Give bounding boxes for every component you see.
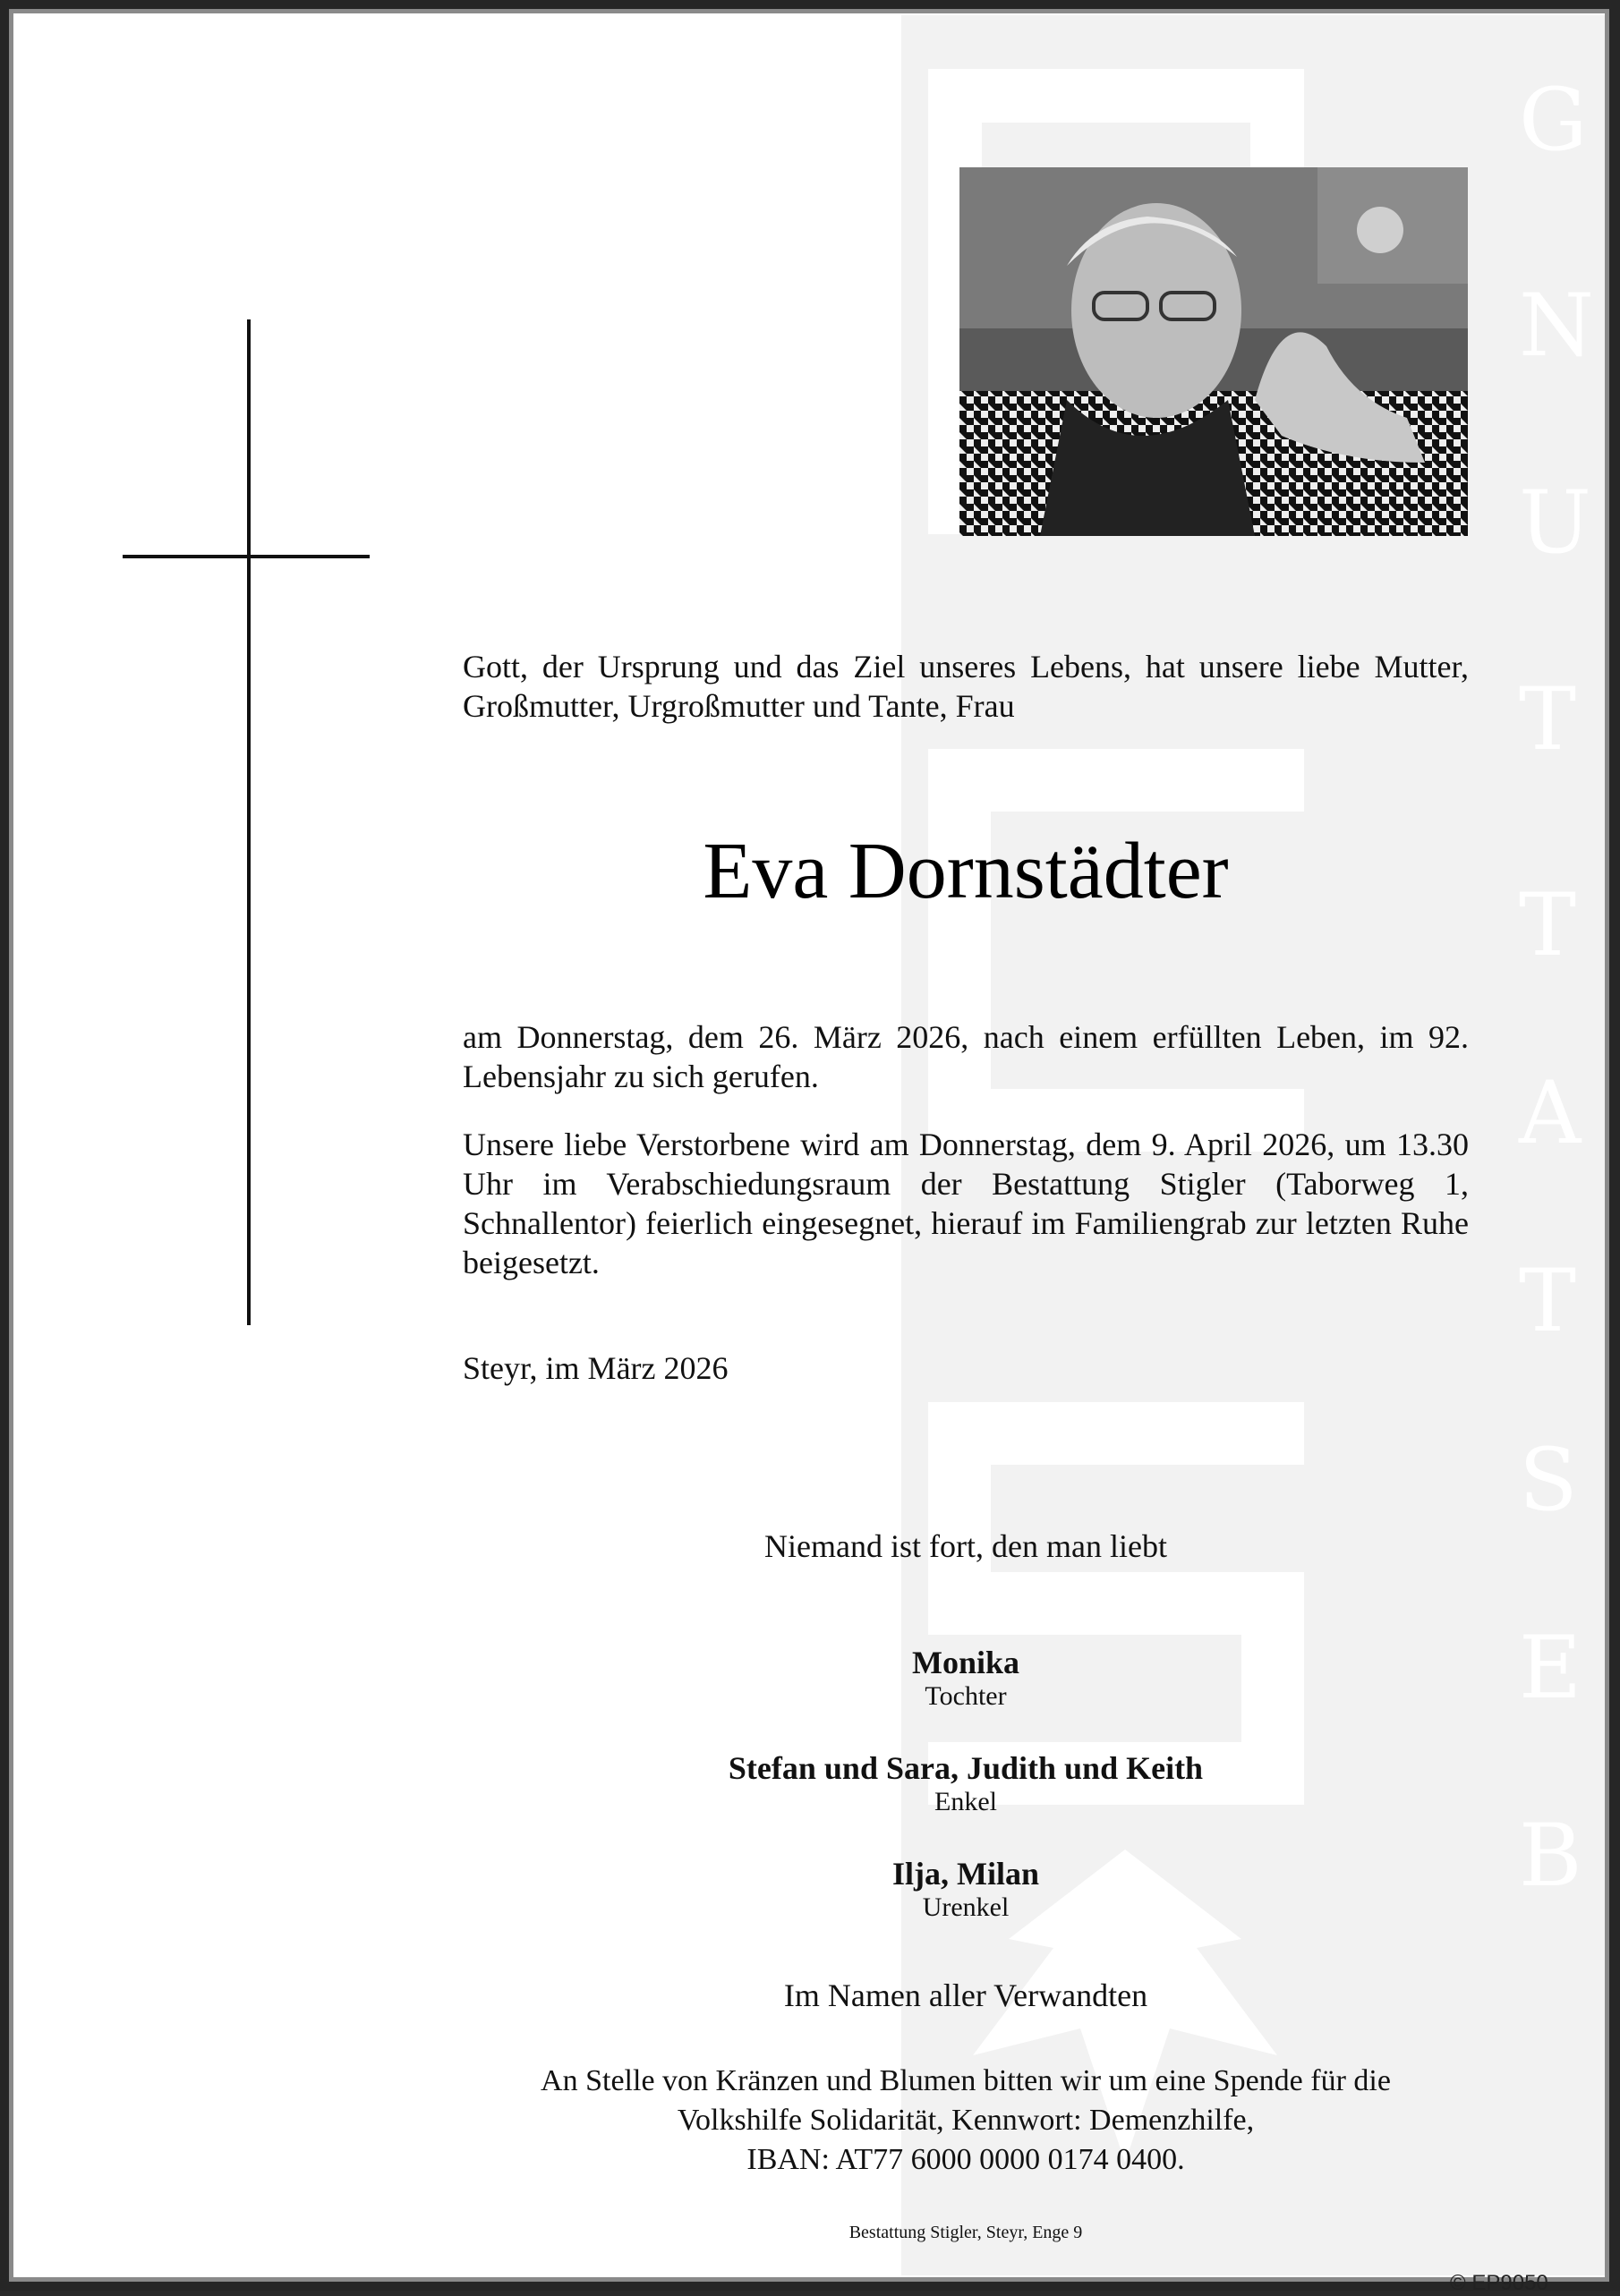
mourner-relation: Urenkel bbox=[922, 1892, 1010, 1922]
mourner-relation: Tochter bbox=[925, 1681, 1007, 1711]
svg-text:N: N bbox=[1519, 276, 1594, 376]
cross-horizontal-bar bbox=[123, 555, 370, 558]
mourner-name: Ilja, Milan bbox=[891, 1856, 1039, 1892]
donation-line-3: IBAN: AT77 6000 0000 0174 0400. bbox=[746, 2143, 1185, 2176]
relatives-line: Im Namen aller Verwandten bbox=[783, 1977, 1148, 2013]
mourner-name: Monika bbox=[911, 1645, 1020, 1680]
donation-line-1: An Stelle von Kränzen und Blumen bitten wir um eine Spende für die bbox=[541, 2064, 1391, 2097]
svg-text:A: A bbox=[1519, 1063, 1582, 1163]
intro-text: Gott, der Ursprung und das Ziel unseres Lebens, hat unsere liebe Mutter, Großmutter, Urgroßmutter und Tante, Frau bbox=[463, 649, 1469, 724]
svg-text:E: E bbox=[1519, 1618, 1582, 1718]
funeral-notice: Unsere liebe Verstorbene wird am Donnerstag, dem 9. April 2026, um 13.30 Uhr im Verabschiedungsraum der Bestattung Stigler (Taborweg 1, Schnallentor) feierlich eingesegnet, hierauf im Familiengrab zur letzten Ruhe beigesetzt. bbox=[463, 1127, 1469, 1280]
svg-text:G: G bbox=[1519, 70, 1588, 170]
svg-text:T: T bbox=[1519, 875, 1577, 975]
svg-text:T: T bbox=[1519, 1251, 1577, 1351]
svg-text:S: S bbox=[1519, 1430, 1578, 1530]
cross-vertical-bar bbox=[247, 319, 251, 1325]
copyright-mark: © EP9050 bbox=[1450, 2271, 1548, 2295]
svg-text:U: U bbox=[1519, 472, 1591, 573]
funeral-home-footer: Bestattung Stigler, Steyr, Enge 9 bbox=[848, 2223, 1083, 2242]
place-date: Steyr, im März 2026 bbox=[463, 1350, 729, 1386]
svg-text:B: B bbox=[1519, 1806, 1582, 1906]
death-notice: am Donnerstag, dem 26. März 2026, nach einem erfüllten Leben, im 92. Lebensjahr zu sich gerufen. bbox=[463, 1019, 1469, 1094]
obituary-page bbox=[15, 15, 1605, 2275]
donation-line-2: Volkshilfe Solidarität, Kennwort: Demenzhilfe, bbox=[677, 2104, 1255, 2137]
svg-text:T: T bbox=[1519, 669, 1577, 770]
mourner-relation: Enkel bbox=[934, 1787, 997, 1816]
motto: Niemand ist fort, den man liebt bbox=[764, 1528, 1167, 1564]
portrait-photo bbox=[959, 167, 1468, 536]
deceased-name: Eva Dornstädter bbox=[703, 827, 1229, 915]
mourner-name: Stefan und Sara, Judith und Keith bbox=[728, 1750, 1204, 1786]
